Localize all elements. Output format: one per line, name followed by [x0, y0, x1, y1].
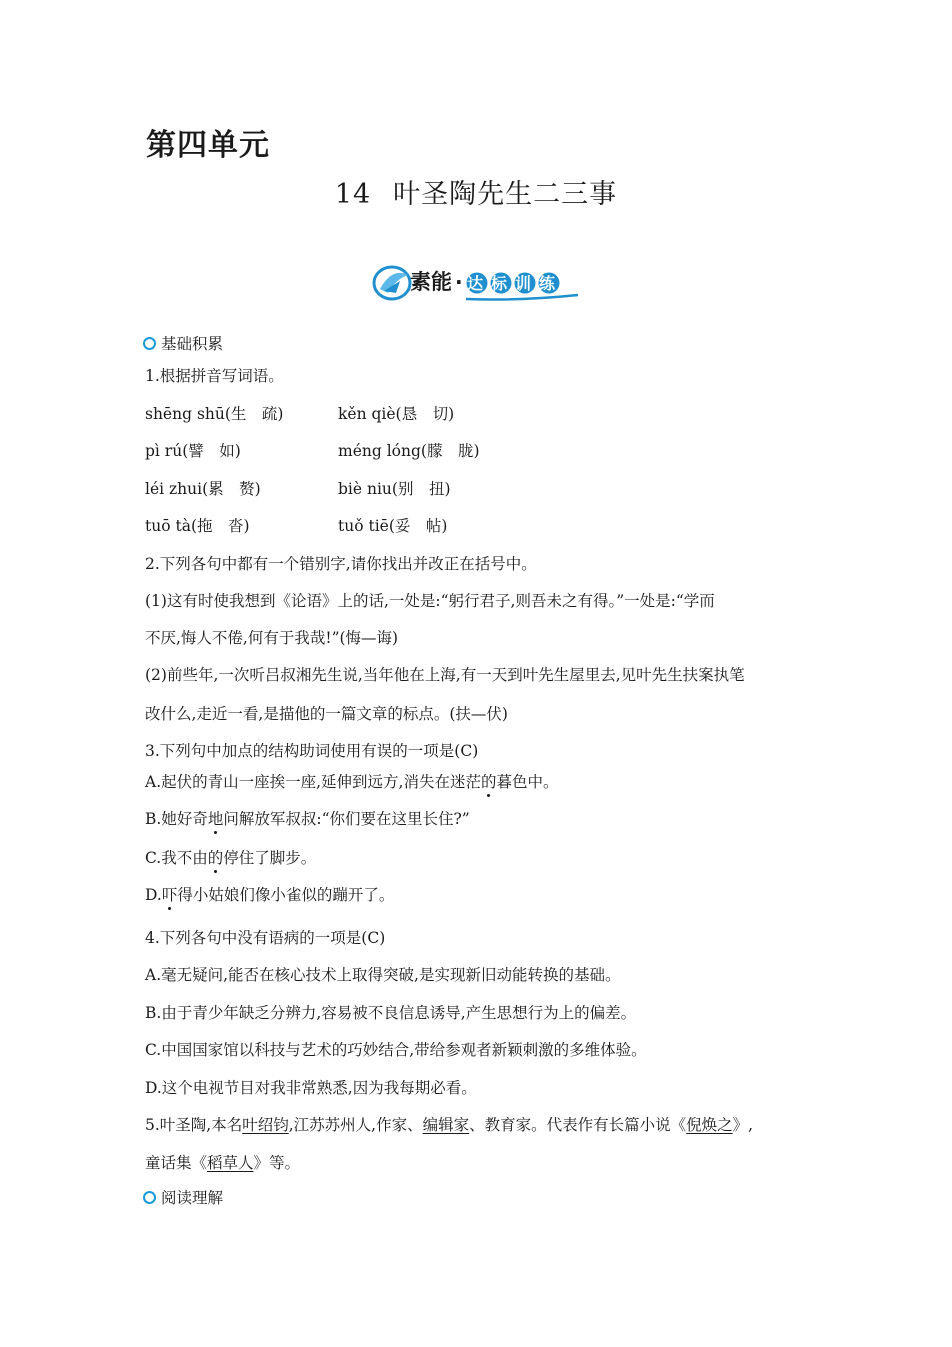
q1-item: kěn qiè(恳 切)	[338, 405, 455, 423]
q2-sentence-2-line-1: (2)前些年,一次听吕叔湘先生说,当年他在上海,有一天到叶先生屋里去,见叶先生扶案执笔	[145, 666, 745, 684]
emphasis-dot-char: 的	[207, 849, 224, 867]
emphasis-dot-char: 吓	[161, 886, 178, 904]
q2-sentence-1-line-1: (1)这有时使我想到《论语》上的话,一处是:“躬行君子,则吾未之有得。”一处是:“学而	[145, 592, 715, 610]
answer-blank: 编辑家	[422, 1116, 470, 1134]
q1-item: méng lóng(朦 胧)	[338, 442, 480, 460]
q2-prompt: 2.下列各句中都有一个错别字,请你找出并改正在括号中。	[145, 555, 537, 573]
section-basics-heading: 基础积累	[143, 332, 223, 354]
section-ring-icon	[143, 337, 156, 350]
q3-option-a: A.起伏的青山一座挨一座,延伸到远方,消失在迷茫的暮色中。	[145, 773, 559, 791]
answer-blank: 叶绍钧	[242, 1116, 289, 1134]
q1-item: tuǒ tiē(妥 帖)	[338, 517, 448, 535]
lesson-name: 叶圣陶先生二三事	[393, 179, 618, 210]
lesson-title	[0, 172, 952, 211]
q4-option-c: C.中国国家馆以科技与艺术的巧妙结合,带给参观者新颖刺激的多维体验。	[145, 1041, 647, 1059]
unit-title: 第四单元	[146, 128, 270, 163]
q4-option-d: D.这个电视节目对我非常熟悉,因为我每期必看。	[145, 1079, 477, 1097]
lesson-number: 14	[334, 179, 372, 210]
emphasis-dot-char: 的	[480, 773, 497, 791]
q3-option-b: B.她好奇地问解放军叔叔:“你们要在这里长住?”	[145, 810, 470, 828]
q4-option-b: B.由于青少年缺乏分辨力,容易被不良信息诱导,产生思想行为上的偏差。	[145, 1004, 637, 1022]
q4-option-a: A.毫无疑问,能否在核心技术上取得突破,是实现新旧动能转换的基础。	[145, 966, 621, 984]
banner-sub-text: 达标训练	[467, 274, 564, 293]
q3-option-c: C.我不由的停住了脚步。	[145, 849, 317, 867]
q3-prompt: 3.下列句中加点的结构助词使用有误的一项是(C)	[145, 742, 479, 760]
banner-sub-badges	[467, 273, 564, 294]
banner-separator: ·	[455, 270, 463, 294]
answer-blank: 稻草人	[207, 1154, 254, 1172]
q1-item: tuō tà(拖 沓)	[145, 517, 250, 535]
q2-sentence-1-line-2: 不厌,悔人不倦,何有于我哉!”(悔—诲)	[145, 629, 399, 647]
section-reading-heading: 阅读理解	[143, 1186, 223, 1208]
q1-item: shēng shū(生 疏)	[145, 405, 284, 423]
q1-item: pì rú(譬 如)	[145, 442, 241, 460]
q2-sentence-2-line-2: 改什么,走近一看,是描他的一篇文章的标点。(扶—伏)	[145, 705, 508, 723]
q1-prompt: 1.根据拼音写词语。	[145, 367, 284, 385]
section-ring-icon	[143, 1191, 156, 1204]
answer-blank: 倪焕之	[686, 1116, 733, 1134]
q1-item: léi zhui(累 赘)	[145, 480, 261, 498]
training-banner-logo	[370, 259, 582, 305]
emphasis-dot-char: 地	[207, 810, 224, 828]
q3-option-d: D.吓得小姑娘们像小雀似的蹦开了。	[145, 886, 395, 904]
q1-item: biè niu(别 扭)	[338, 480, 451, 498]
banner-main-text: 素能	[410, 270, 452, 294]
q4-prompt: 4.下列各句中没有语病的一项是(C)	[145, 929, 386, 947]
q5-line-1: 5.叶圣陶,本名叶绍钧,江苏苏州人,作家、编辑家、教育家。代表作有长篇小说《倪焕之》,	[145, 1116, 754, 1134]
q5-line-2: 童话集《稻草人》等。	[145, 1154, 301, 1172]
